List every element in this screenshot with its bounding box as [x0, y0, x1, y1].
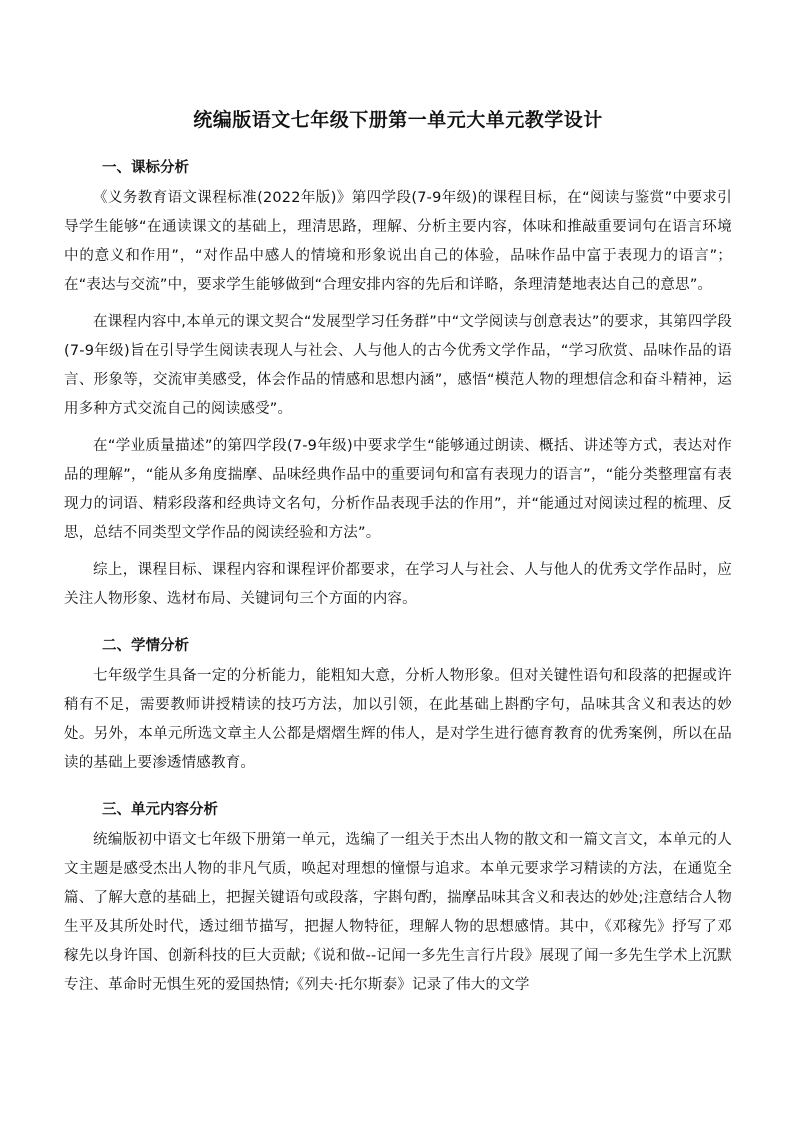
section-heading-student-analysis: 二、学情分析 [102, 638, 189, 654]
document-title: 统编版语文七年级下册第一单元大单元教学设计 [193, 109, 603, 131]
paragraph-curriculum-summary: 综上，课程目标、课程内容和课程评价都要求，在学习人与社会、人与他人的优秀文学作品时，应关注人物形象、选材布局、关键词句三个方面的内容。 [64, 562, 732, 607]
section-heading-unit-content: 三、单元内容分析 [102, 802, 218, 818]
section-heading-curriculum: 一、课标分析 [102, 160, 189, 176]
paragraph-quality-description: 在“学业质量描述”的第四学段(7-9年级)中要求学生“能够通过朗读、概括、讲述等方式，表达对作品的理解”，“能从多角度揣摩、品味经典作品中的重要词句和富有表现力的语言”，“能分类整理富有表现力的词语、精彩段落和经典诗文名句，分析作品表现手法的作用”，并“能通过对阅读过程的梳理、反思，总结不同类型文学作品的阅读经验和方法”。 [64, 438, 732, 541]
paragraph-student-analysis: 七年级学生具备一定的分析能力，能粗知大意，分析人物形象。但对关键性语句和段落的把握或许稍有不足，需要教师讲授精读的技巧方法，加以引领，在此基础上斟酌字句，品味其含义和表达的妙处。另外，本单元所选文章主人公都是熠熠生辉的伟人，是对学生进行德育教育的优秀案例，所以在品读的基础上要渗透情感教育。 [64, 668, 732, 771]
paragraph-curriculum-content: 在课程内容中,本单元的课文契合“发展型学习任务群”中“文学阅读与创意表达”的要求，其第四学段(7-9年级)旨在引导学生阅读表现人与社会、人与他人的古今优秀文学作品，“学习欣赏、品味作品的语言、形象等，交流审美感受，体会作品的情感和思想内涵”，感悟“模范人物的理想信念和奋斗精神，运用多种方式交流自己的阅读感受”。 [64, 314, 732, 417]
paragraph-unit-content: 统编版初中语文七年级下册第一单元，选编了一组关于杰出人物的散文和一篇文言文，本单元的人文主题是感受杰出人物的非凡气质，唤起对理想的憧憬与追求。本单元要求学习精读的方法，在通览全篇、了解大意的基础上，把握关键语句或段落，字斟句酌，揣摩品味其含义和表达的妙处;注意结合人物生平及其所处时代，透过细节描写，把握人物特征，理解人物的思想感情。其中，《邓稼先》抒写了邓稼先以身许国、创新科技的巨大贡献;《说和做--记闻一多先生言行片段》展现了闻一多先生学术上沉默专注、革命时无惧生死的爱国热情;《列夫·托尔斯泰》记录了伟大的文学 [64, 832, 732, 993]
paragraph-curriculum-goals: 《义务教育语文课程标准(2022年版)》第四学段(7-9年级)的课程目标，在“阅读与鉴赏”中要求引导学生能够“在通读课文的基础上，理清思路，理解、分析主要内容，体味和推敲重要词句在语言环境中的意义和作用”，“对作品中感人的情境和形象说出自己的体验，品味作品中富于表现力的语言”；在“表达与交流”中，要求学生能够做到“合理安排内容的先后和详略，条理清楚地表达自己的意思”。 [64, 190, 732, 293]
